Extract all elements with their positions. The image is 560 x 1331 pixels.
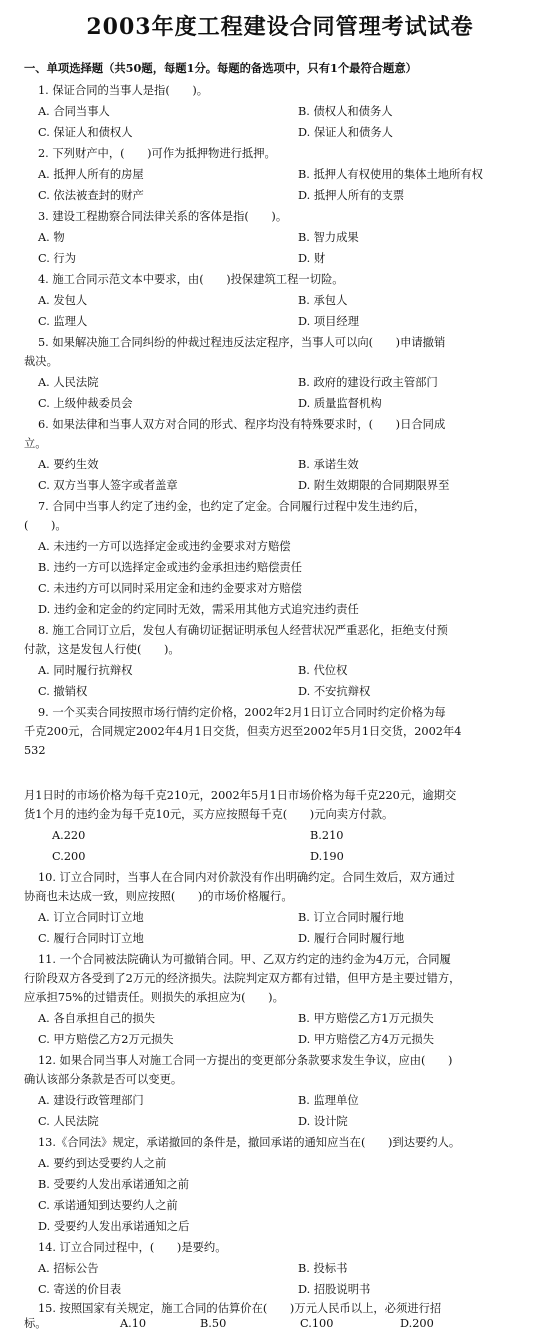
option-b: B.210 (310, 829, 344, 842)
page-number: 532 (24, 744, 46, 757)
option-a: A. 要约生效 (38, 458, 99, 471)
option-d: D.190 (310, 850, 344, 863)
option-d: D. 不安抗辩权 (298, 685, 371, 698)
option-c: C.200 (52, 850, 86, 863)
option-b: B. 智力成果 (298, 231, 359, 244)
option-c: C. 寄送的价目表 (38, 1283, 122, 1296)
question-stem: 6. 如果法律和当事人双方对合同的形式、程序均没有特殊要求时，( )日合同成 (38, 418, 446, 431)
option-d: D. 保证人和债务人 (298, 126, 393, 139)
option-d: D. 履行合同时履行地 (298, 932, 405, 945)
question-stem-continued: 应承担75%的过错责任。则损失的承担应为( )。 (24, 991, 284, 1004)
option-b: B. 政府的建设行政主管部门 (298, 376, 438, 389)
question-stem-continued: ( )。 (24, 519, 67, 532)
option-d: D. 招股说明书 (298, 1283, 371, 1296)
option-a: A. 各自承担自己的损失 (38, 1012, 156, 1025)
option-b: B. 甲方赔偿乙方1万元损失 (298, 1012, 434, 1025)
question-stem: 10. 订立合同时，当事人在合同内对价款没有作出明确约定。合同生效后，双方通过 (38, 871, 455, 884)
question-stem: 2. 下列财产中，( )可作为抵押物进行抵押。 (38, 147, 276, 160)
option-c: C. 双方当事人签字或者盖章 (38, 479, 178, 492)
option-b: B. 受要约人发出承诺通知之前 (38, 1178, 190, 1191)
question-stem: 9. 一个买卖合同按照市场行情约定价格，2002年2月1日订立合同时约定价格为每 (38, 706, 446, 719)
option-d: D. 财 (298, 252, 326, 265)
section-heading: 一、单项选择题（共50题，每题1分。每题的备选项中，只有1个最符合题意） (24, 61, 417, 75)
option-b: B. 承包人 (298, 294, 348, 307)
option-b: B. 承诺生效 (298, 458, 359, 471)
question-stem-continued: 确认该部分条款是否可以变更。 (24, 1073, 183, 1086)
option-a: A. 未违约一方可以选择定金或违约金要求对方赔偿 (38, 540, 291, 553)
option-a: A. 发包人 (38, 294, 88, 307)
option-c: C. 甲方赔偿乙方2万元损失 (38, 1033, 174, 1046)
question-stem: 12. 如果合同当事人对施工合同一方提出的变更部分条款要求发生争议，应由( ) (38, 1054, 453, 1067)
option-b: B.50 (200, 1317, 227, 1330)
question-stem: 1. 保证合同的当事人是指( )。 (38, 84, 209, 97)
question-stem: 3. 建设工程勘察合同法律关系的客体是指( )。 (38, 210, 288, 223)
option-d: D. 抵押人所有的支票 (298, 189, 405, 202)
option-b: B. 债权人和债务人 (298, 105, 393, 118)
option-d: D.200 (400, 1317, 434, 1330)
option-d: D. 项目经理 (298, 315, 360, 328)
option-a: A. 抵押人所有的房屋 (38, 168, 144, 181)
question-stem: 7. 合同中当事人约定了违约金，也约定了定金。合同履行过程中发生违约后， (38, 500, 426, 513)
question-stem: 13.《合同法》规定，承诺撤回的条件是，撤回承诺的通知应当在( )到达要约人。 (38, 1136, 461, 1149)
option-c: C. 人民法院 (38, 1115, 99, 1128)
option-b: B. 违约一方可以选择定金或违约金承担违约赔偿责任 (38, 561, 303, 574)
option-d: D. 质量监督机构 (298, 397, 382, 410)
option-c: C. 上级仲裁委员会 (38, 397, 133, 410)
question-stem-continued: 立。 (24, 437, 47, 450)
question-stem: 11. 一个合同被法院确认为可撤销合同。甲、乙双方约定的违约金为4万元，合同履 (38, 953, 451, 966)
option-c: C. 承诺通知到达要约人之前 (38, 1199, 178, 1212)
option-d: D. 附生效期限的合同期限界至 (298, 479, 450, 492)
question-stem-continued: 协商也未达成一致，则应按照( )的市场价格履行。 (24, 890, 293, 903)
question-stem-continued: 标。 (24, 1317, 47, 1330)
option-d: D. 甲方赔偿乙方4万元损失 (298, 1033, 434, 1046)
question-stem-continued: 月1日时的市场价格为每千克210元，2002年5月1日市场价格为每千克220元，逾期交 (24, 789, 457, 802)
option-d: D. 受要约人发出承诺通知之后 (38, 1220, 190, 1233)
option-c: C. 行为 (38, 252, 77, 265)
question-stem-continued: 货1个月的违约金为每千克10元，买方应按照每千克( )元向卖方付款。 (24, 808, 394, 821)
option-a: A.220 (52, 829, 86, 842)
option-c: C.100 (300, 1317, 334, 1330)
option-c: C. 撤销权 (38, 685, 88, 698)
option-b: B. 抵押人有权使用的集体土地所有权 (298, 168, 483, 181)
question-stem: 4. 施工合同示范文本中要求，由( )投保建筑工程一切险。 (38, 273, 344, 286)
question-stem: 5. 如果解决施工合同纠纷的仲裁过程违反法定程序，当事人可以向( )申请撤销 (38, 336, 446, 349)
option-a: A.10 (120, 1317, 147, 1330)
option-b: B. 代位权 (298, 664, 348, 677)
option-d: D. 设计院 (298, 1115, 348, 1128)
option-a: A. 建设行政管理部门 (38, 1094, 144, 1107)
option-a: A. 合同当事人 (38, 105, 110, 118)
page-title: 2003年度工程建设合同管理考试试卷 (86, 14, 474, 40)
question-stem-continued: 付款，这是发包人行使( )。 (24, 643, 180, 656)
option-c: C. 保证人和债权人 (38, 126, 133, 139)
option-c: C. 依法被查封的财产 (38, 189, 144, 202)
option-b: B. 监理单位 (298, 1094, 359, 1107)
option-b: B. 订立合同时履行地 (298, 911, 404, 924)
option-c: C. 未违约方可以同时采用定金和违约金要求对方赔偿 (38, 582, 302, 595)
option-a: A. 招标公告 (38, 1262, 99, 1275)
option-b: B. 投标书 (298, 1262, 348, 1275)
option-a: A. 订立合同时订立地 (38, 911, 144, 924)
question-stem-continued: 千克200元，合同规定2002年4月1日交货，但卖方迟至2002年5月1日交货，2002年4 (24, 725, 462, 738)
option-c: C. 监理人 (38, 315, 88, 328)
option-a: A. 物 (38, 231, 65, 244)
option-a: A. 人民法院 (38, 376, 99, 389)
question-stem: 8. 施工合同订立后，发包人有确切证据证明承包人经营状况严重恶化，拒绝支付预 (38, 624, 448, 637)
option-a: A. 要约到达受要约人之前 (38, 1157, 167, 1170)
option-a: A. 同时履行抗辩权 (38, 664, 133, 677)
question-stem-continued: 行阶段双方各受到了2万元的经济损失。法院判定双方都有过错，但甲方是主要过错方， (24, 972, 461, 985)
question-stem: 14. 订立合同过程中，( )是要约。 (38, 1241, 227, 1254)
question-stem: 15. 按照国家有关规定，施工合同的估算价在( )万元人民币以上，必须进行招 (38, 1302, 442, 1315)
option-c: C. 履行合同时订立地 (38, 932, 144, 945)
question-stem-continued: 裁决。 (24, 355, 58, 368)
option-d: D. 违约金和定金的约定同时无效，需采用其他方式追究违约责任 (38, 603, 359, 616)
